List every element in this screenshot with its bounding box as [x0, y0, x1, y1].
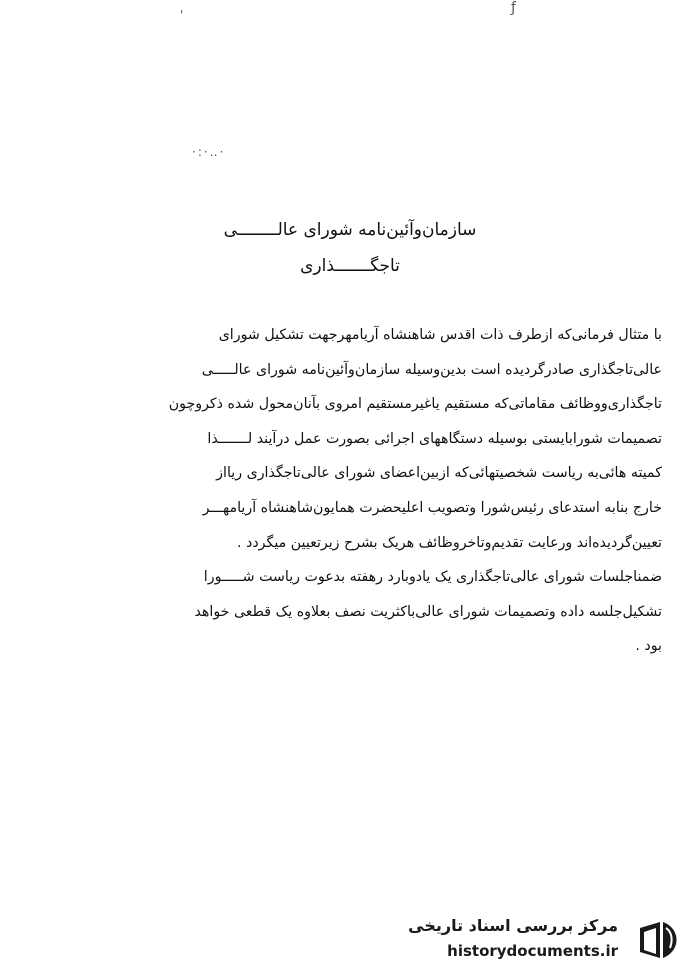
archive-watermark — [402, 908, 682, 970]
document-subtitle: تاجگـــــــذاری — [300, 256, 400, 276]
archive-url: historydocuments.ir — [447, 942, 618, 960]
body-line: خارج بنابه استدعای رئیس‌شورا وتصویب اعلیحضرت همایون‌شاهنشاه آریامهـــر — [202, 499, 662, 516]
document-title-block — [120, 212, 580, 284]
body-line: بود . — [635, 638, 662, 655]
body-line: تاجگذاری‌ووظائف مقاماتی‌که مستقیم یاغیرمستقیم امروی بآنان‌محول شده ذکروچون — [168, 396, 662, 413]
scan-speck: ' — [180, 8, 184, 22]
body-line: با متثال فرمانی‌که ازطرف ذات اقدس شاهنشاه آریامهرجهت تشکیل شورای — [218, 327, 662, 343]
archive-logo-icon — [630, 914, 682, 966]
body-line: کمیته هائی‌به ریاست شخصیتهائی‌که ازبین‌اعضای شورای عالی‌تاجگذاری ریااز — [216, 465, 662, 482]
document-title: سازمان‌وآئین‌نامه شورای عالــــــــی — [223, 220, 477, 240]
scan-speck: ƒ — [511, 0, 516, 16]
body-line: تصمیمات شورابایستی بوسیله دستگاههای اجرائی بصورت عمل درآیند لـــــــذا — [207, 430, 662, 447]
body-line: عالی‌تاجگذاری صادرگردیده است بدین‌وسیله سازمان‌وآئین‌نامه شورای عالـــــی — [201, 361, 662, 378]
body-line: تعیین‌گردیده‌اند ورعایت تقدیم‌وتاخروظائف هریک بشرح زیرتعیین میگردد . — [237, 534, 662, 551]
archive-org-name: مرکز بررسی اسناد تاریخی — [408, 916, 618, 935]
document-body — [38, 318, 662, 664]
scan-speck: ·:·‥· — [192, 145, 226, 159]
body-line: ضمناجلسات شورای عالی‌تاجگذاری یک یادوبارد رهفته بدعوت ریاست شـــــورا — [203, 569, 662, 586]
body-line: تشکیل‌جلسه داده وتصمیمات شورای عالی‌باکثریت نصف بعلاوه یک قطعی خواهد — [194, 603, 662, 620]
